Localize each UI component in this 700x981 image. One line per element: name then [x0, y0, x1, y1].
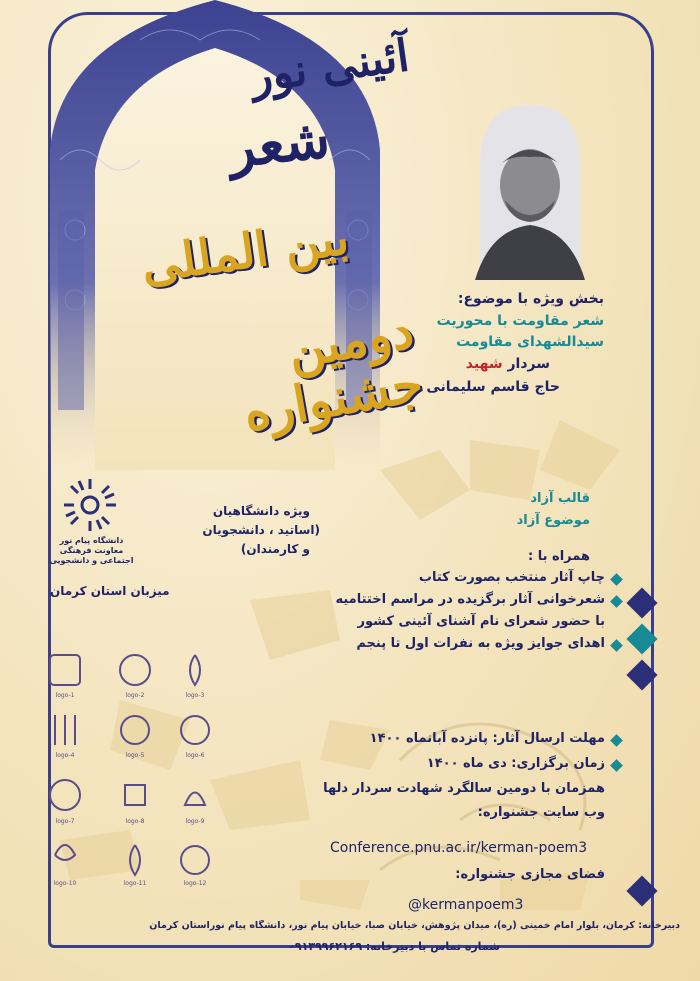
footer-phone: شماره تماس با دبیرخانه: ۰۹۱۳۹۹۶۲۱۶۹	[288, 940, 500, 953]
sponsor-logo-caption: logo-6	[185, 752, 205, 759]
host-text: میزبان استان کرمان	[50, 584, 170, 598]
sponsor-logo-caption: logo-10	[53, 880, 77, 887]
title-line2: شعر	[225, 105, 333, 180]
sponsor-logo-icon	[190, 655, 200, 685]
sponsor-logo-grid	[40, 645, 240, 895]
pnu-sub1: معاونت فرهنگی	[59, 546, 124, 555]
sponsor-logo-icon	[55, 845, 75, 860]
sponsor-logo-icon	[181, 846, 209, 874]
pnu-name: دانشگاه پیام نور	[59, 536, 124, 545]
social-label: فضای مجازی جشنواره:	[455, 867, 605, 882]
title-line4: دومین جشنواره	[239, 300, 428, 443]
sponsor-logos	[40, 645, 240, 895]
sponsor-logo-caption: logo-5	[125, 752, 145, 759]
sponsor-logo-icon	[55, 715, 75, 745]
audience-line2: (اساتید ، دانشجویان	[202, 523, 320, 537]
sponsor-logo-icon	[185, 793, 205, 806]
sponsor-logo-caption: logo-3	[185, 692, 205, 699]
format-line2: موضوع آزاد	[516, 513, 590, 528]
title-line3: بین المللی	[137, 209, 353, 295]
portrait	[470, 105, 590, 280]
sponsor-logo-icon	[125, 785, 145, 805]
special-line2: سیدالشهدای مقاومت	[456, 334, 604, 350]
sponsor-logo-icon	[130, 845, 140, 875]
sponsor-logo-caption: logo-4	[55, 752, 75, 759]
event-date: زمان برگزاری: دی ماه ۱۴۰۰	[427, 756, 605, 771]
website-link[interactable]: Conference.pnu.ac.ir/kerman-poem3	[330, 840, 588, 856]
sponsor-logo-icon	[50, 780, 80, 810]
audience-line1: ویژه دانشگاهیان	[212, 504, 310, 518]
special-martyr: شهید	[465, 356, 503, 372]
deadline: مهلت ارسال آثار: پانزده آبانماه ۱۴۰۰	[370, 731, 605, 746]
along-item: شعرخوانی آثار برگزیده در مراسم اختتامیه	[335, 592, 605, 607]
sponsor-logo-caption: logo-12	[183, 880, 207, 887]
footer-address: دبیرخانه: کرمان، بلوار امام خمینی (ره)، میدان پژوهش، خیابان صبا، خیابان پیام نور، دانشگاه پیام نوراستان کرمان	[149, 920, 680, 931]
along-item: چاپ آثار منتخب بصورت کتاب	[419, 570, 605, 585]
sponsor-logo-caption: logo-9	[185, 818, 205, 825]
coincide: همزمان با دومین سالگرد شهادت سردار دلها	[323, 781, 605, 796]
format-line1: قالب آزاد	[530, 491, 590, 506]
sponsor-logo-icon	[121, 716, 149, 744]
sponsor-logo-caption: logo-7	[55, 818, 75, 825]
social-handle[interactable]: @kermanpoem3	[408, 897, 524, 913]
pnu-logo	[60, 475, 120, 535]
pnu-sub2: اجتماعی و دانشجویی	[49, 556, 134, 565]
special-prefix: سردار	[507, 356, 550, 372]
title-line1: آئینی نور	[247, 30, 413, 103]
sponsor-logo-caption: logo-11	[123, 880, 147, 887]
along-item: اهدای جوایز ویژه به نفرات اول تا پنجم	[356, 636, 605, 651]
along-item: با حضور شعرای نام آشنای آئینی کشور	[357, 614, 605, 629]
special-name: حاج قاسم سلیمانی	[426, 379, 560, 395]
sponsor-logo-icon	[50, 655, 80, 685]
special-line3	[466, 356, 550, 372]
sponsor-logo-caption: logo-1	[55, 692, 75, 699]
audience-line3: و کارمندان)	[240, 542, 310, 556]
sponsor-logo-caption: logo-2	[125, 692, 145, 699]
pnu-text	[44, 536, 139, 566]
sponsor-logo-icon	[120, 655, 150, 685]
special-line1: شعر مقاومت با محوریت	[436, 313, 604, 329]
sponsor-logo-caption: logo-8	[125, 818, 145, 825]
sponsor-logo-icon	[181, 716, 209, 744]
special-label: بخش ویژه با موضوع:	[457, 291, 604, 307]
along-heading: همراه با :	[528, 549, 590, 564]
website-label: وب سایت جشنواره:	[477, 805, 605, 820]
